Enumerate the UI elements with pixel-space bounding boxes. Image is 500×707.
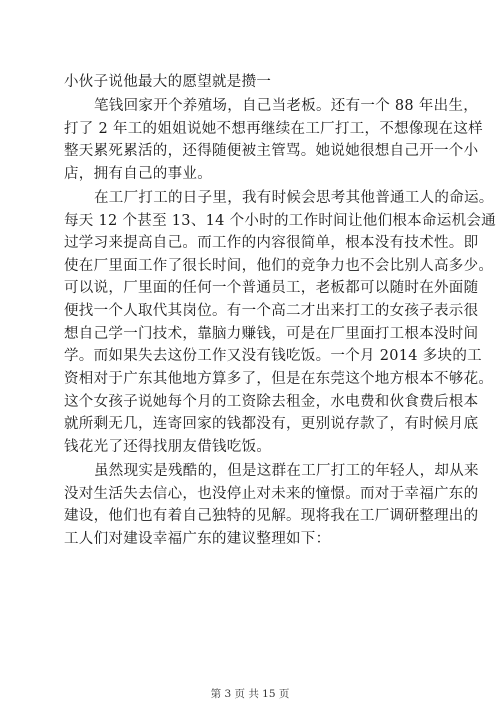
text-line: 建设，他们也有着自己独特的见解。现将我在工厂调研整理出的 [64, 508, 479, 524]
text-line: 钱花光了还得找朋友借钱吃饭。 [64, 439, 272, 455]
text-line: 资相对于广东其他地方算多了，但是在东莞这个地方根本不够花。 [64, 371, 494, 387]
text-line: 想自己学一门技术，靠脑力赚钱，可是在厂里面打工根本没时间 [64, 326, 479, 342]
text-line: 可以说，厂里面的任何一个普通员工，老板都可以随时在外面随 [64, 280, 479, 296]
text-line: 过学习来提高自己。而工作的内容很简单，根本没有技术性。即 [64, 235, 479, 251]
text-line: 整天累死累活的，还得随便被主管骂。她说她很想自己开一个小 [64, 143, 479, 159]
text-line: 打了 2 年工的姐姐说她不想再继续在工厂打工，不想像现在这样 [64, 121, 483, 137]
text-line: 店，拥有自己的事业。 [64, 166, 212, 182]
text-line: 小伙子说他最大的愿望就是攒一 [64, 74, 272, 90]
text-line: 工人们对建设幸福广东的建议整理如下： [64, 531, 331, 547]
text-line: 虽然现实是残酷的，但是这群在工厂打工的年轻人，却从来 [94, 463, 479, 479]
text-line: 每天 12 个甚至 13、14 个小时的工作时间让他们根本命运机会通 [64, 213, 496, 229]
text-line: 就所剩无几，连寄回家的钱都没有，更别说存款了，有时候月底 [64, 416, 479, 432]
text-line: 笔钱回家开个养殖场，自己当老板。还有一个 88 年出生， [94, 98, 479, 114]
text-line: 学。而如果失去这份工作又没有钱吃饭。一个月 2014 多块的工 [64, 348, 482, 364]
text-line: 便找一个人取代其岗位。有一个高二才出来打工的女孩子表示很 [64, 303, 479, 319]
text-line: 这个女孩子说她每个月的工资除去租金，水电费和伙食费后根本 [64, 394, 479, 410]
text-line: 在工厂打工的日子里，我有时候会思考其他普通工人的命运。 [94, 190, 494, 206]
page-footer: 第 3 页 共 15 页 [210, 688, 290, 700]
text-line: 没对生活失去信心，也没停止对未来的憧憬。而对于幸福广东的 [64, 486, 479, 502]
text-line: 使在厂里面工作了很长时间，他们的竞争力也不会比别人高多少。 [64, 258, 494, 274]
